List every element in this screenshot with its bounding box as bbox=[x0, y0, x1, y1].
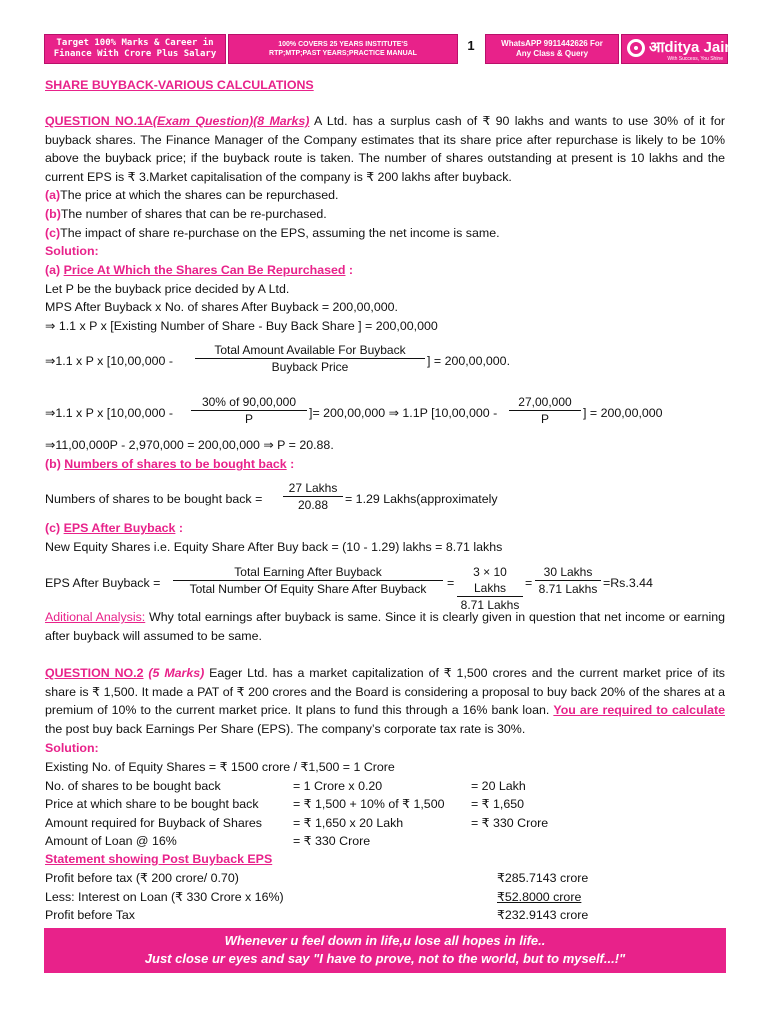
eq1-denominator: Buyback Price bbox=[195, 358, 425, 375]
eps-prefix: EPS After Buyback = bbox=[45, 576, 161, 590]
q2-existing-shares: Existing No. of Equity Shares = ₹ 1500 crore / ₹1,500 = 1 Crore bbox=[45, 760, 395, 774]
q2-row-result: = ₹ 1,650 bbox=[471, 797, 525, 811]
eq1-prefix: ⇒1.1 x P x [10,00,000 - bbox=[45, 354, 173, 368]
solution-b-heading bbox=[45, 455, 294, 474]
part-c-text: The impact of share re-purchase on the EPS, assuming the net income is same. bbox=[60, 226, 500, 240]
q2-row-formula: = ₹ 1,500 + 10% of ₹ 1,500 bbox=[293, 797, 445, 811]
solution-a-colon: : bbox=[345, 263, 354, 277]
buyback-count-numerator: 27 Lakhs bbox=[288, 481, 338, 495]
eps-fraction-2 bbox=[457, 564, 523, 613]
part-c-label: (c) bbox=[45, 226, 61, 240]
solution-a-title: Price At Which the Shares Can Be Repurchased bbox=[63, 263, 346, 277]
eps-denominator-3: 8.71 Lakhs bbox=[535, 580, 601, 597]
post-buyback-statement-heading: Statement showing Post Buyback EPS bbox=[45, 852, 273, 866]
part-b-text: The number of shares that can be re-purchased. bbox=[60, 207, 327, 221]
header-whatsapp-2: Any Class & Query bbox=[515, 49, 589, 58]
logo-tagline: With Success, You Shine bbox=[667, 56, 723, 62]
eq2-numerator-1: 30% of 90,00,000 bbox=[201, 395, 297, 409]
eps-equals-2: = bbox=[525, 576, 533, 590]
question-2-tag: (5 Marks) bbox=[143, 666, 205, 680]
q2-row-label: Amount required for Buyback of Shares bbox=[45, 816, 262, 830]
solution-c-colon: : bbox=[175, 521, 183, 535]
solution-a-heading bbox=[45, 261, 353, 280]
q2-row-formula: = ₹ 330 Crore bbox=[293, 834, 371, 848]
eps-result: =Rs.3.44 bbox=[603, 576, 653, 590]
solution-line-4: ⇒11,00,000P - 2,970,000 = 200,00,000 ⇒ P = 20.88. bbox=[45, 438, 334, 452]
header-coverage-1: 100% COVERS 25 YEARS INSTITUTE'S bbox=[278, 41, 408, 48]
eq2-denominator-2: P bbox=[509, 410, 581, 427]
q2-row-label: Amount of Loan @ 16% bbox=[45, 834, 177, 848]
buyback-count-suffix: = 1.29 Lakhs(approximately bbox=[345, 492, 498, 506]
footer-line-2: Just close ur eyes and say "I have to prove, not to the world, but to myself...!" bbox=[144, 951, 626, 966]
eq2-suffix: ] = 200,00,000 bbox=[583, 406, 663, 420]
question-2-body-2: the post buy back Earnings Per Share (EPS). The company’s corporate tax rate is 30%. bbox=[45, 721, 526, 736]
logo-circle-icon bbox=[627, 39, 645, 57]
eps-fraction-1 bbox=[173, 564, 443, 597]
solution-line-2: MPS After Buyback x No. of shares After Buyback = 200,00,000. bbox=[45, 300, 398, 314]
q2-row-formula: = 1 Crore x 0.20 bbox=[293, 779, 383, 793]
additional-analysis bbox=[45, 608, 725, 645]
eq1-numerator: Total Amount Available For Buyback bbox=[214, 343, 406, 357]
eps-numerator-3: 30 Lakhs bbox=[543, 565, 593, 579]
part-b-label: (b) bbox=[45, 207, 61, 221]
eq1-fraction bbox=[195, 342, 425, 375]
solution-b-title: Numbers of shares to be bought back bbox=[64, 457, 287, 471]
q2-row-result: = ₹ 330 Crore bbox=[471, 816, 549, 830]
eq2-fraction-1 bbox=[191, 394, 307, 427]
header-whatsapp-box bbox=[485, 34, 619, 64]
statement-row-label: Profit before tax (₹ 200 crore/ 0.70) bbox=[45, 871, 239, 885]
eq2-numerator-2: 27,00,000 bbox=[518, 395, 572, 409]
question-2-required: You are required to calculate bbox=[553, 703, 725, 718]
buyback-count-fraction bbox=[283, 480, 343, 513]
page-header bbox=[44, 34, 734, 64]
question-1-body: A Ltd. has a surplus cash of ₹ 90 lakhs and wants to use 30% of it for buyback shares. The Finance Manager of the Company estimates that its share price after repurchase is likely to be 10% above the buyback price; if the buyback route is taken. The number of shares outstanding at present is 10 lakhs and the current EPS is ₹ 3.Market capitalisation of the company is ₹ 200 lakhs after buyback. bbox=[45, 114, 725, 184]
solution-c-label: (c) bbox=[45, 521, 61, 535]
part-a-label: (a) bbox=[45, 188, 61, 202]
question-1-text bbox=[45, 112, 725, 186]
buyback-count-prefix: Numbers of shares to be bought back = bbox=[45, 492, 263, 506]
solution-c-heading bbox=[45, 519, 183, 538]
brand-logo bbox=[621, 34, 734, 64]
eq2-denominator-1: P bbox=[191, 410, 307, 427]
additional-analysis-label: Aditional Analysis: bbox=[45, 610, 146, 624]
statement-row-value: ₹285.7143 crore bbox=[497, 871, 589, 885]
buyback-count-denominator: 20.88 bbox=[283, 496, 343, 513]
solution-c-title: EPS After Buyback bbox=[63, 521, 176, 535]
eps-numerator-2: 3 × 10 Lakhs bbox=[473, 565, 507, 595]
eq2-fraction-2 bbox=[509, 394, 581, 427]
header-tagline-2: Finance With Crore Plus Salary bbox=[53, 49, 217, 59]
question-2-label: QUESTION NO.2 bbox=[45, 666, 144, 680]
q2-row-formula: = ₹ 1,650 x 20 Lakh bbox=[293, 816, 404, 830]
q2-row-label: Price at which share to be bought back bbox=[45, 797, 259, 811]
solution-1-heading: Solution: bbox=[45, 244, 99, 258]
solution-2-heading: Solution: bbox=[45, 741, 99, 755]
eps-equals-1: = bbox=[447, 576, 455, 590]
eps-numerator-1: Total Earning After Buyback bbox=[234, 565, 382, 579]
statement-row-value: ₹52.8000 crore bbox=[497, 890, 582, 904]
additional-analysis-text: Why total earnings after buyback is same. Since it is clearly given in question that net income or earning after buyback will assumed to be same. bbox=[45, 610, 726, 643]
eq2-prefix: ⇒1.1 x P x [10,00,000 - bbox=[45, 406, 173, 420]
question-2-body-1: Eager Ltd. has a market capitalization of ₹ 1,500 crores and the current market price of its share is ₹ 1,500. It made a PAT of ₹ 200 crores and the Board is considering a proposal to buy back 20% of the shares at a premium of 10% to the current market price. It plans to fund this through a 16% bank loan. bbox=[45, 666, 725, 718]
footer-line-1: Whenever u feel down in life,u lose all hopes in life.. bbox=[224, 933, 546, 948]
question-2-text bbox=[45, 664, 725, 738]
question-1-part-b bbox=[45, 205, 327, 224]
page-number: 1 bbox=[467, 38, 475, 53]
solution-line-1: Let P be the buyback price decided by A Ltd. bbox=[45, 282, 290, 296]
statement-row-label: Profit before Tax bbox=[45, 908, 135, 922]
header-tagline-1: Target 100% Marks & Career in bbox=[56, 38, 214, 48]
solution-b-colon: : bbox=[286, 457, 295, 471]
header-coverage-box bbox=[228, 34, 458, 64]
solution-b-label: (b) bbox=[45, 457, 61, 471]
q2-row-label: No. of shares to be bought back bbox=[45, 779, 221, 793]
header-whatsapp-1: WhatsAPP 9911442626 For bbox=[501, 39, 603, 48]
question-1-tag: (Exam Question)(8 Marks) bbox=[152, 114, 310, 128]
question-1-part-c bbox=[45, 224, 500, 243]
eq2-middle: ]= 200,00,000 ⇒ 1.1P [10,00,000 - bbox=[309, 406, 498, 420]
header-coverage-2: RTP;MTP;PAST YEARS;PRACTICE MANUAL bbox=[269, 50, 417, 57]
solution-a-label: (a) bbox=[45, 263, 61, 277]
eps-fraction-3 bbox=[535, 564, 601, 597]
statement-row-label: Less: Interest on Loan (₹ 330 Crore x 16%) bbox=[45, 890, 284, 904]
page-title: SHARE BUYBACK-VARIOUS CALCULATIONS bbox=[45, 78, 314, 92]
part-a-text: The price at which the shares can be repurchased. bbox=[60, 188, 339, 202]
q2-row-result: = 20 Lakh bbox=[471, 779, 526, 793]
solution-line-5: New Equity Shares i.e. Equity Share After Buy back = (10 - 1.29) lakhs = 8.71 lakhs bbox=[45, 540, 503, 554]
statement-row-value: ₹232.9143 crore bbox=[497, 908, 589, 922]
solution-line-3: ⇒ 1.1 x P x [Existing Number of Share - Buy Back Share ] = 200,00,000 bbox=[45, 319, 438, 333]
eps-denominator-2: 8.71 Lakhs bbox=[457, 596, 523, 613]
motivational-footer bbox=[44, 928, 726, 973]
question-1-label: QUESTION NO.1A bbox=[45, 114, 153, 128]
question-1-part-a bbox=[45, 186, 338, 205]
eps-denominator-1: Total Number Of Equity Share After Buyback bbox=[173, 580, 443, 597]
eq1-suffix: ] = 200,00,000. bbox=[427, 354, 511, 368]
logo-text: आditya Jain bbox=[649, 39, 734, 56]
header-tagline-box bbox=[44, 34, 226, 64]
